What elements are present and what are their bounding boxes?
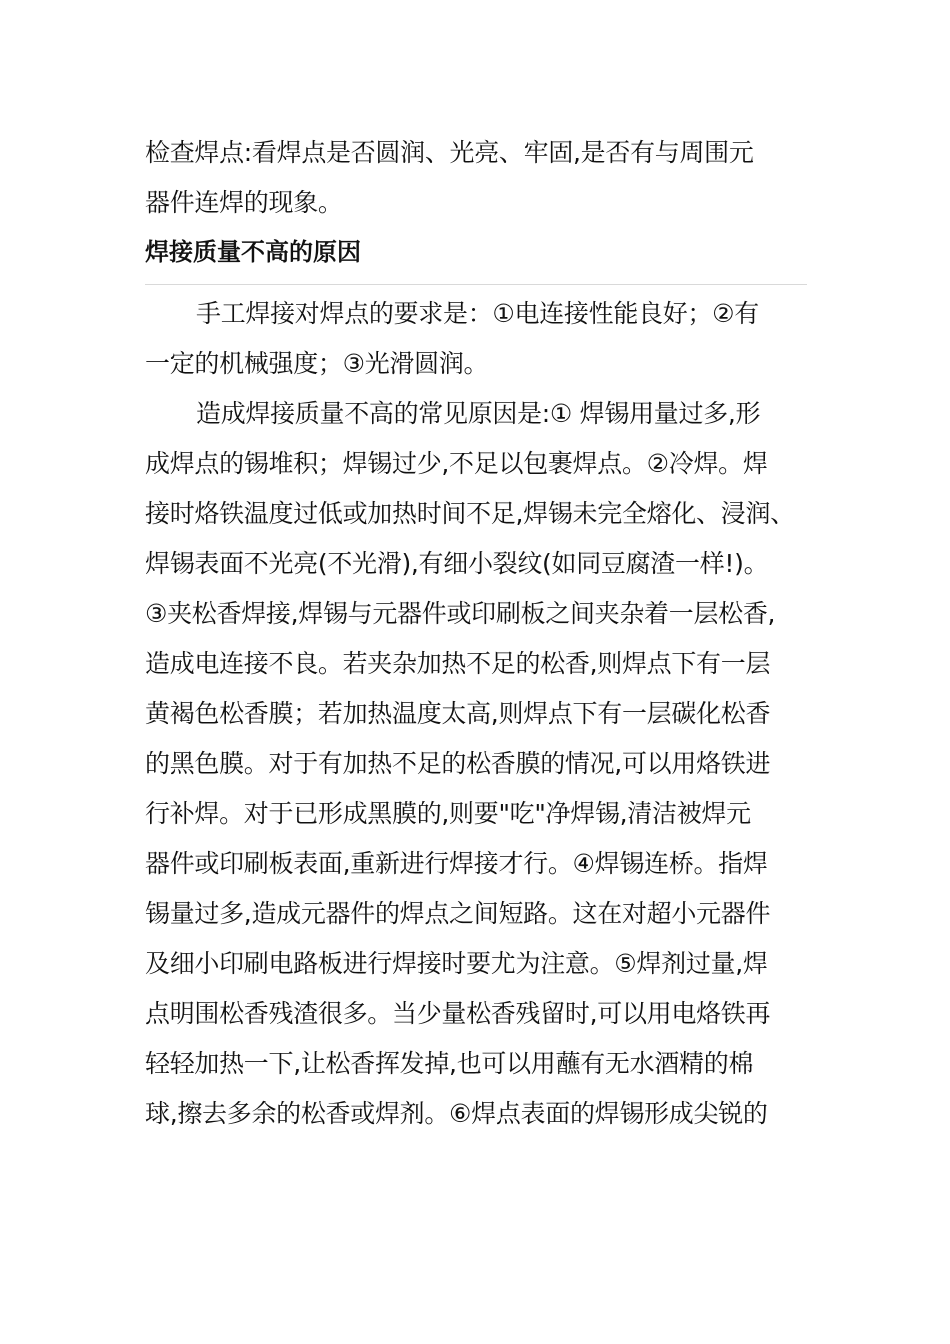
- text-line: 接时烙铁温度过低或加热时间不足,焊锡未完全熔化、浸润、: [145, 499, 795, 528]
- text-line: 锡量过多,造成元器件的焊点之间短路。这在对超小元器件: [145, 899, 771, 928]
- text-line: 点明围松香残渣很多。当少量松香残留时,可以用电烙铁再: [145, 999, 771, 1028]
- text-line: 造成电连接不良。若夹杂加热不足的松香,则焊点下有一层: [145, 649, 771, 678]
- text-line: 器件连焊的现象。: [145, 188, 343, 217]
- paragraph-requirements: [145, 289, 813, 389]
- text-line: 成焊点的锡堆积；焊锡过少,不足以包裹焊点。②冷焊。焊: [145, 449, 768, 478]
- document-page: [145, 128, 813, 1139]
- intro-paragraph: [145, 128, 813, 228]
- text-line: 焊锡表面不光亮(不光滑),有细小裂纹(如同豆腐渣一样!)。: [145, 549, 769, 578]
- text-line: 器件或印刷板表面,重新进行焊接才行。④焊锡连桥。指焊: [145, 849, 768, 878]
- paragraph-causes: [145, 389, 813, 1139]
- text-line: 的黑色膜。对于有加热不足的松香膜的情况,可以用烙铁进: [145, 749, 771, 778]
- text-line: 检查焊点:看焊点是否圆润、光亮、牢固,是否有与周围元: [145, 138, 754, 167]
- text-line: 一定的机械强度；③光滑圆润。: [145, 349, 489, 378]
- text-line: 黄褐色松香膜；若加热温度太高,则焊点下有一层碳化松香: [145, 699, 771, 728]
- section-heading: 焊接质量不高的原因: [145, 238, 361, 266]
- text-line: 轻轻加热一下,让松香挥发掉,也可以用蘸有无水酒精的棉: [145, 1049, 754, 1078]
- text-line: ③夹松香焊接,焊锡与元器件或印刷板之间夹杂着一层松香,: [145, 599, 776, 628]
- text-line: 手工焊接对焊点的要求是：①电连接性能良好；②有: [196, 299, 759, 328]
- heading-divider: [145, 284, 807, 285]
- text-line: 行补焊。对于已形成黑膜的,则要"吃"净焊锡,清洁被焊元: [145, 799, 751, 828]
- text-line: 球,擦去多余的松香或焊剂。⑥焊点表面的焊锡形成尖锐的: [145, 1099, 768, 1128]
- text-line: 及细小印刷电路板进行焊接时要尤为注意。⑤焊剂过量,焊: [145, 949, 768, 978]
- text-line: 造成焊接质量不高的常见原因是:① 焊锡用量过多,形: [196, 399, 761, 428]
